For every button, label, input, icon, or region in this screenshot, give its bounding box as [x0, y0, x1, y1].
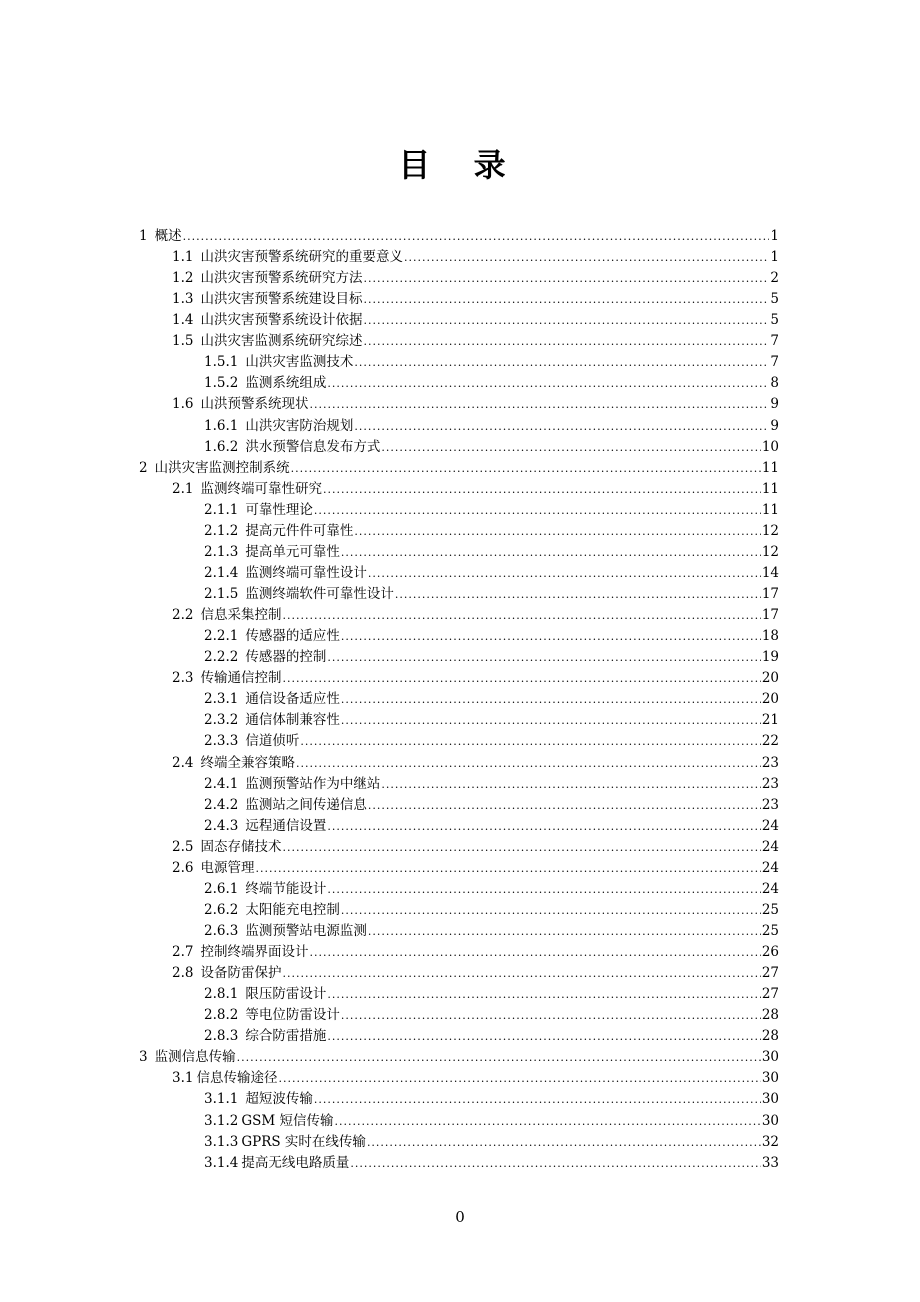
toc-leader-dots — [323, 479, 761, 500]
toc-leader-dots — [341, 689, 761, 710]
toc-entry[interactable] — [204, 921, 779, 942]
toc-entry-page: 22 — [761, 733, 779, 750]
toc-entry-number: 2.6 — [172, 859, 194, 876]
toc-entry-page: 24 — [761, 838, 779, 855]
toc-entry-number: 2.1.4 — [204, 564, 239, 581]
toc-entry-title: 山洪灾害预警系统研究的重要意义 — [200, 249, 403, 266]
toc-leader-dots — [341, 626, 761, 647]
toc-leader-dots — [368, 921, 761, 942]
toc-entry-title: 传输通信控制 — [200, 670, 282, 687]
toc-entry-number: 1.4 — [172, 312, 194, 329]
toc-entry-page: 30 — [761, 1091, 779, 1108]
toc-entry-title: 太阳能充电控制 — [245, 901, 340, 918]
toc-entry-title: 通信体制兼容性 — [245, 712, 340, 729]
toc-entry[interactable] — [172, 963, 779, 984]
toc-entry-page: 1 — [770, 249, 779, 266]
toc-entry[interactable] — [204, 500, 779, 521]
toc-entry-number: 1.6.1 — [204, 417, 239, 434]
toc-entry[interactable] — [204, 352, 779, 373]
toc-entry-page: 28 — [761, 1007, 779, 1024]
toc-entry-number: 1.6 — [172, 396, 194, 413]
toc-entry-number: 2.3 — [172, 670, 194, 687]
toc-entry-number: 3.1 — [172, 1070, 194, 1087]
toc-leader-dots — [314, 1089, 761, 1110]
toc-entry-title: 洪水预警信息发布方式 — [245, 438, 381, 455]
toc-entry-number: 1.3 — [172, 291, 194, 308]
toc-leader-dots — [404, 247, 769, 268]
toc-leader-dots — [327, 1026, 760, 1047]
toc-entry[interactable] — [204, 689, 779, 710]
toc-leader-dots — [291, 458, 761, 479]
toc-entry[interactable] — [172, 394, 779, 415]
toc-entry[interactable] — [172, 858, 779, 879]
toc-entry-number: 2.3.2 — [204, 712, 239, 729]
toc-entry-page: 25 — [761, 922, 779, 939]
toc-entry-number: 3.1.1 — [204, 1091, 239, 1108]
toc-entry-title: GPRS 实时在线传输 — [241, 1133, 366, 1150]
toc-leader-dots — [327, 816, 760, 837]
toc-entry-title: 提高无线电路质量 — [241, 1154, 350, 1171]
toc-entry[interactable] — [204, 1153, 779, 1174]
toc-leader-dots — [282, 837, 760, 858]
toc-leader-dots — [255, 858, 760, 879]
toc-entry-page: 8 — [770, 375, 779, 392]
toc-entry-number: 1.5 — [172, 333, 194, 350]
toc-entry-title: 监测终端软件可靠性设计 — [245, 586, 394, 603]
toc-entry-title: 山洪预警系统现状 — [200, 396, 309, 413]
toc-entry[interactable] — [204, 1026, 779, 1047]
toc-entry-page: 11 — [761, 480, 779, 497]
toc-entry-title: 传感器的适应性 — [245, 628, 340, 645]
toc-leader-dots — [363, 289, 769, 310]
toc-entry[interactable] — [204, 626, 779, 647]
toc-entry-page: 14 — [761, 564, 779, 581]
toc-entry[interactable] — [172, 837, 779, 858]
toc-entry[interactable] — [204, 710, 779, 731]
toc-leader-dots — [368, 563, 761, 584]
toc-entry-title: 监测预警站电源监测 — [245, 922, 367, 939]
toc-entry-number: 1.2 — [172, 270, 194, 287]
toc-entry[interactable] — [139, 458, 779, 479]
toc-leader-dots — [368, 795, 761, 816]
toc-entry-title: 等电位防雷设计 — [245, 1007, 340, 1024]
toc-entry-page: 23 — [761, 754, 779, 771]
toc-leader-dots — [341, 900, 761, 921]
toc-entry[interactable] — [139, 1047, 779, 1068]
toc-entry[interactable] — [204, 774, 779, 795]
toc-entry-title: 山洪灾害预警系统建设目标 — [200, 291, 363, 308]
toc-entry-page: 7 — [770, 354, 779, 371]
toc-entry[interactable] — [172, 310, 779, 331]
toc-entry[interactable] — [172, 753, 779, 774]
toc-leader-dots — [395, 584, 761, 605]
toc-leader-dots — [282, 605, 760, 626]
toc-leader-dots — [282, 668, 760, 689]
toc-entry[interactable] — [172, 942, 779, 963]
toc-leader-dots — [296, 753, 761, 774]
page-number: 0 — [455, 1208, 465, 1226]
toc-entry-number: 2 — [139, 459, 148, 476]
toc-entry-number: 2.7 — [172, 944, 194, 961]
toc-entry[interactable] — [204, 1111, 779, 1132]
toc-entry-number: 2.8.2 — [204, 1007, 239, 1024]
toc-entry-number: 1.1 — [172, 249, 194, 266]
toc-leader-dots — [367, 1132, 761, 1153]
toc-entry-number: 2.5 — [172, 838, 194, 855]
toc-entry-page: 19 — [761, 649, 779, 666]
toc-entry-number: 2.4.2 — [204, 796, 239, 813]
toc-entry[interactable] — [172, 247, 779, 268]
toc-entry-title: 提高元件件可靠性 — [245, 522, 354, 539]
toc-entry-number: 3 — [139, 1049, 148, 1066]
toc-entry-page: 9 — [770, 417, 779, 434]
toc-entry-title: GSM 短信传输 — [241, 1112, 334, 1129]
toc-entry-title: 电源管理 — [200, 859, 255, 876]
toc-leader-dots — [309, 394, 769, 415]
toc-entry-title: 山洪灾害监测系统研究综述 — [200, 333, 363, 350]
toc-entry[interactable] — [172, 479, 779, 500]
toc-entry[interactable] — [204, 437, 779, 458]
toc-entry[interactable] — [204, 373, 779, 394]
toc-entry-title: 信息传输途径 — [196, 1070, 278, 1087]
toc-entry-number: 1.5.2 — [204, 375, 239, 392]
toc-entry-page: 27 — [761, 965, 779, 982]
toc-entry-number: 2.6.2 — [204, 901, 239, 918]
toc-entry-page: 11 — [761, 459, 779, 476]
toc-entry-page: 10 — [761, 438, 779, 455]
toc-entry[interactable] — [139, 226, 779, 247]
toc-entry[interactable] — [204, 879, 779, 900]
toc-entry-number: 2.1 — [172, 480, 194, 497]
toc-entry-title: 山洪灾害监测控制系统 — [154, 459, 290, 476]
toc-entry[interactable] — [172, 668, 779, 689]
toc-entry-title: 传感器的控制 — [245, 649, 327, 666]
toc-leader-dots — [327, 879, 760, 900]
toc-entry-page: 2 — [770, 270, 779, 287]
toc-entry-number: 2.3.1 — [204, 691, 239, 708]
toc-leader-dots — [363, 331, 769, 352]
toc-entry-title: 远程通信设置 — [245, 817, 327, 834]
toc-entry[interactable] — [204, 1005, 779, 1026]
toc-entry-number: 1 — [139, 228, 148, 244]
toc-entry[interactable] — [204, 984, 779, 1005]
toc-entry-page: 12 — [761, 543, 779, 560]
toc-entry-page: 21 — [761, 712, 779, 729]
toc-entry-title: 监测信息传输 — [154, 1049, 236, 1066]
toc-entry-page: 26 — [761, 944, 779, 961]
toc-entry-number: 2.6.3 — [204, 922, 239, 939]
toc-leader-dots — [237, 1047, 761, 1068]
toc-entry-title: 终端节能设计 — [245, 880, 327, 897]
toc-entry-number: 2.4 — [172, 754, 194, 771]
toc-entry-title: 信道侦听 — [245, 733, 300, 750]
toc-entry-title: 提高单元可靠性 — [245, 543, 340, 560]
toc-entry[interactable] — [172, 289, 779, 310]
toc-entry-title: 监测预警站作为中继站 — [245, 775, 381, 792]
toc-entry-number: 2.2.1 — [204, 628, 239, 645]
toc-entry[interactable] — [204, 563, 779, 584]
toc-entry-page: 30 — [761, 1049, 779, 1066]
toc-entry[interactable] — [172, 268, 779, 289]
toc-entry-title: 控制终端界面设计 — [200, 944, 309, 961]
toc-leader-dots — [300, 731, 760, 752]
toc-entry-page: 5 — [770, 291, 779, 308]
toc-entry-title: 山洪灾害预警系统设计依据 — [200, 312, 363, 329]
toc-entry-number: 2.1.1 — [204, 501, 239, 518]
toc-leader-dots — [354, 352, 769, 373]
toc-entry-number: 3.1.3 — [204, 1133, 239, 1150]
toc-leader-dots — [354, 521, 760, 542]
toc-entry-number: 2.4.3 — [204, 817, 239, 834]
toc-leader-dots — [183, 226, 770, 247]
toc-entry-page: 17 — [761, 607, 779, 624]
toc-entry[interactable] — [172, 605, 779, 626]
toc-entry-title: 终端全兼容策略 — [200, 754, 295, 771]
toc-entry-page: 24 — [761, 880, 779, 897]
toc-entry[interactable] — [172, 1068, 779, 1089]
toc-entry-title: 山洪灾害预警系统研究方法 — [200, 270, 363, 287]
toc-leader-dots — [309, 942, 760, 963]
toc-entry-page: 12 — [761, 522, 779, 539]
toc-entry-page: 9 — [770, 396, 779, 413]
toc-entry-page: 20 — [761, 670, 779, 687]
toc-entry-page: 11 — [761, 501, 779, 518]
toc-entry-page: 20 — [761, 691, 779, 708]
toc-leader-dots — [278, 1068, 760, 1089]
toc-entry[interactable] — [204, 1089, 779, 1110]
toc-leader-dots — [314, 500, 761, 521]
toc-entry[interactable] — [204, 542, 779, 563]
toc-entry-page: 5 — [770, 312, 779, 329]
toc-entry-number: 2.2 — [172, 607, 194, 624]
toc-leader-dots — [363, 268, 769, 289]
toc-entry-title: 超短波传输 — [245, 1091, 313, 1108]
toc-entry[interactable] — [204, 521, 779, 542]
toc-entry-page: 28 — [761, 1028, 779, 1045]
toc-entry-page: 7 — [770, 333, 779, 350]
toc-entry-title: 概述 — [154, 228, 182, 244]
toc-entry-number: 3.1.4 — [204, 1154, 239, 1171]
toc-entry-page: 24 — [761, 859, 779, 876]
toc-leader-dots — [327, 373, 769, 394]
toc-entry-number: 2.1.2 — [204, 522, 239, 539]
toc-entry-title: 可靠性理论 — [245, 501, 313, 518]
toc-entry-title: 信息采集控制 — [200, 607, 282, 624]
toc-entry-number: 1.5.1 — [204, 354, 239, 371]
toc-leader-dots — [282, 963, 760, 984]
toc-entry-page: 23 — [761, 775, 779, 792]
toc-entry-page: 17 — [761, 586, 779, 603]
toc-entry-title: 监测站之间传递信息 — [245, 796, 367, 813]
toc-entry-number: 1.6.2 — [204, 438, 239, 455]
toc-entry[interactable] — [204, 816, 779, 837]
toc-leader-dots — [341, 542, 761, 563]
toc-entry-number: 2.3.3 — [204, 733, 239, 750]
toc-leader-dots — [381, 774, 760, 795]
toc-entry-number: 3.1.2 — [204, 1112, 239, 1129]
toc-entry[interactable] — [204, 795, 779, 816]
toc-entry-page: 33 — [761, 1154, 779, 1171]
toc-entry-page: 18 — [761, 628, 779, 645]
toc-entry-title: 监测终端可靠性研究 — [200, 480, 322, 497]
toc-entry-number: 2.8.3 — [204, 1028, 239, 1045]
toc-entry[interactable] — [204, 416, 779, 437]
toc-entry-title: 设备防雷保护 — [200, 965, 282, 982]
toc-entry[interactable] — [204, 900, 779, 921]
toc-leader-dots — [341, 710, 761, 731]
toc-entry-title: 固态存储技术 — [200, 838, 282, 855]
toc-entry-title: 监测系统组成 — [245, 375, 327, 392]
toc-entry-number: 2.8 — [172, 965, 194, 982]
toc-entry[interactable] — [204, 1132, 779, 1153]
toc-entry-title: 监测终端可靠性设计 — [245, 564, 367, 581]
toc-entry-title: 通信设备适应性 — [245, 691, 340, 708]
toc-entry[interactable] — [204, 584, 779, 605]
toc-entry-title: 综合防雷措施 — [245, 1028, 327, 1045]
toc-entry-number: 2.2.2 — [204, 649, 239, 666]
toc-entry-page: 27 — [761, 986, 779, 1003]
toc-leader-dots — [335, 1111, 761, 1132]
toc-entry[interactable] — [204, 647, 779, 668]
toc-leader-dots — [354, 416, 769, 437]
toc-entry-number: 2.4.1 — [204, 775, 239, 792]
toc-entry[interactable] — [204, 731, 779, 752]
page-title: 目 录 — [398, 146, 522, 184]
toc-entry-title: 限压防雷设计 — [245, 986, 327, 1003]
toc-leader-dots — [363, 310, 769, 331]
toc-entry-page: 30 — [761, 1112, 779, 1129]
toc-entry-title: 山洪灾害防治规划 — [245, 417, 354, 434]
toc-leader-dots — [327, 984, 760, 1005]
toc-entry-number: 2.1.5 — [204, 586, 239, 603]
toc-entry-page: 24 — [761, 817, 779, 834]
toc-entry-title: 山洪灾害监测技术 — [245, 354, 354, 371]
toc-entry-page: 1 — [770, 228, 779, 244]
toc-entry-page: 23 — [761, 796, 779, 813]
toc-entry-page: 25 — [761, 901, 779, 918]
toc-entry-page: 32 — [761, 1133, 779, 1150]
toc-entry-number: 2.1.3 — [204, 543, 239, 560]
toc-entry-number: 2.6.1 — [204, 880, 239, 897]
toc-leader-dots — [381, 437, 760, 458]
toc-leader-dots — [327, 647, 760, 668]
toc-leader-dots — [341, 1005, 761, 1026]
toc-entry-number: 2.8.1 — [204, 986, 239, 1003]
toc-entry[interactable] — [172, 331, 779, 352]
toc-entry-page: 30 — [761, 1070, 779, 1087]
toc-leader-dots — [350, 1153, 760, 1174]
